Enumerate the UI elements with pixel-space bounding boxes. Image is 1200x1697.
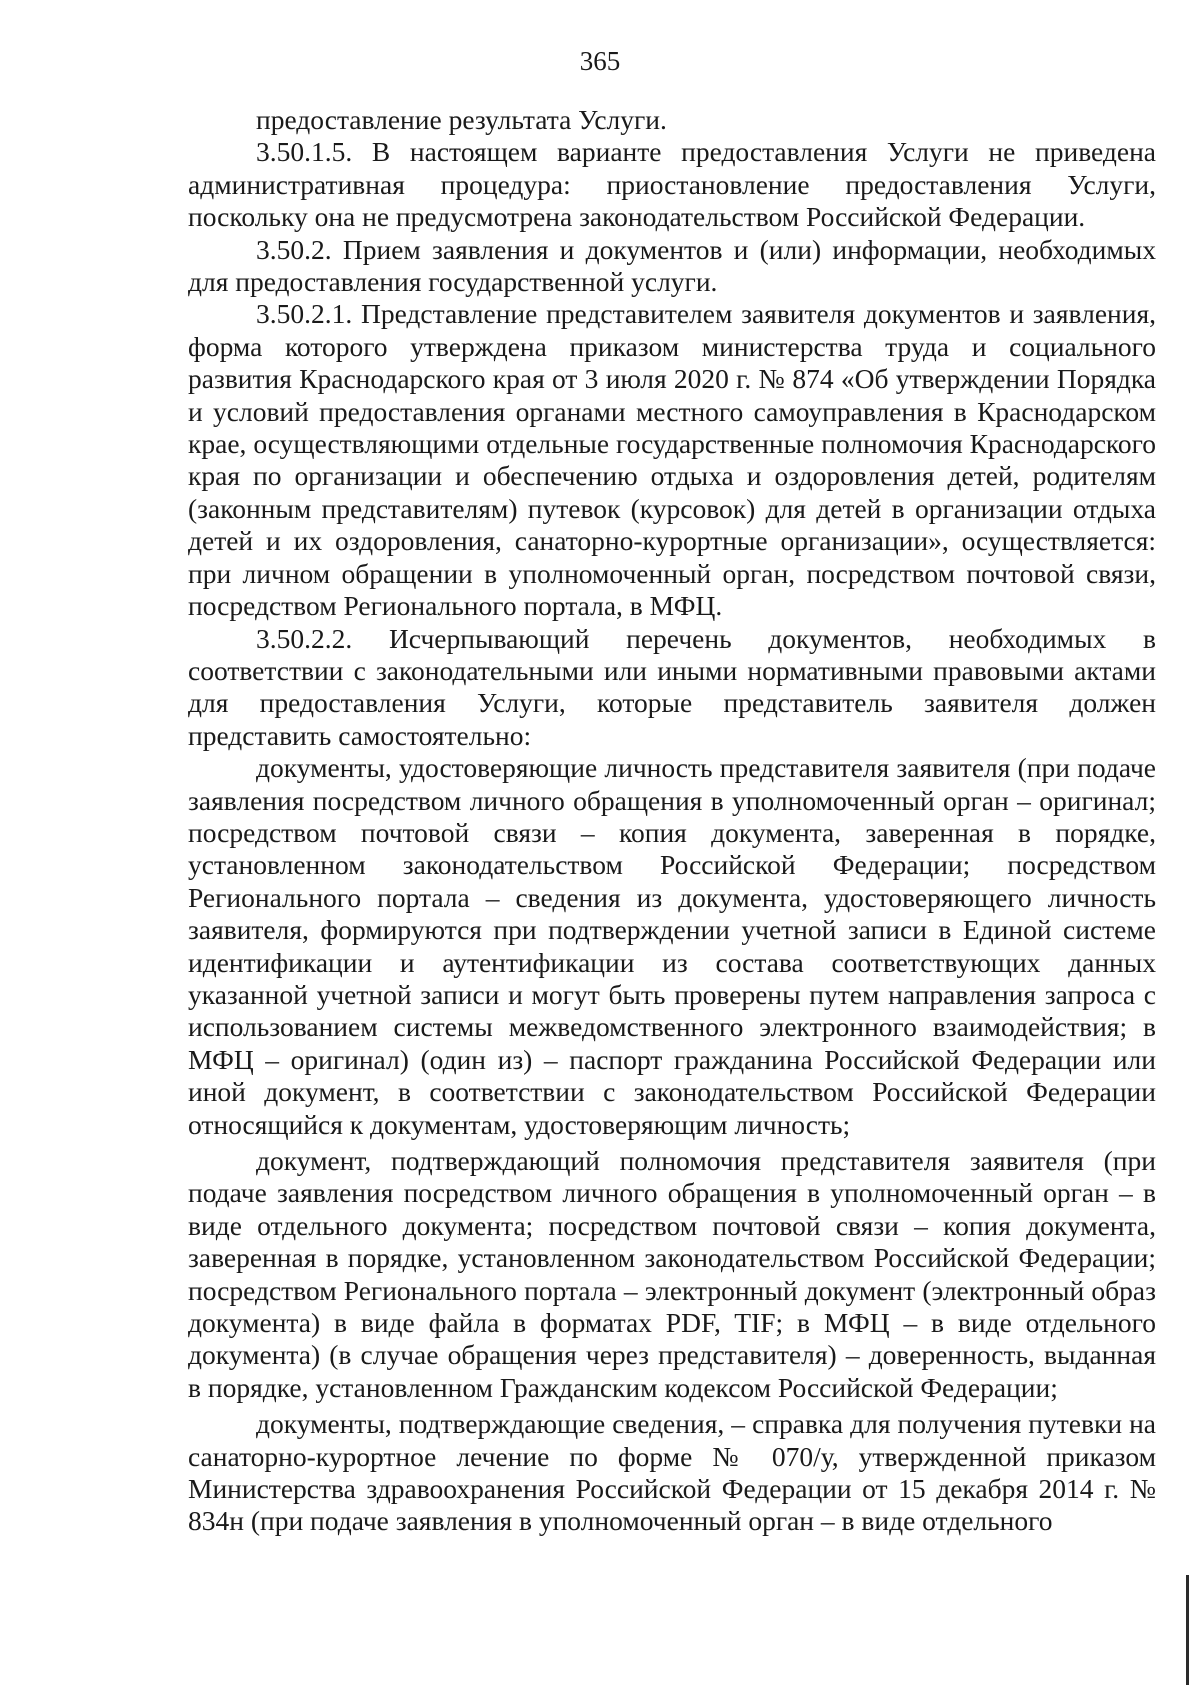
document-body xyxy=(188,104,1156,1538)
paragraph-supporting-documents: документы, подтверждающие сведения, – справка для получения путевки на санаторно-курортное лечение по форме № 070/у, утвержденной приказом Министерства здравоохранения Российской Федерации от 15 декабря 2014 г. № 834н (при подаче заявления в уполномоченный орган – в виде отдельного xyxy=(188,1408,1156,1537)
paragraph-3-50-2-2: 3.50.2.2. Исчерпывающий перечень документов, необходимых в соответствии с законодательными или иными нормативными правовыми актами для предоставления Услуги, которые представитель заявителя должен представить самостоятельно: xyxy=(188,622,1156,751)
paragraph-3-50-1-5: 3.50.1.5. В настоящем варианте предоставления Услуги не приведена административная процедура: приостановление предоставления Услуги, поскольку она не предусмотрена законодательством Российской Федерации. xyxy=(188,136,1156,233)
scan-edge-mark xyxy=(1186,1575,1189,1685)
paragraph-3-50-2-1: 3.50.2.1. Представление представителем заявителя документов и заявления, форма которого утверждена приказом министерства труда и социального развития Краснодарского края от 3 июля 2020 г. № 874 «Об утверждении Порядка и условий предоставления органами местного самоуправления в Краснодарском крае, осуществляющими отдельные государственные полномочия Краснодарского края по организации и обеспечению отдыха и оздоровления детей, родителям (законным представителям) путевок (курсовок) для детей в организации отдыха детей и их оздоровления, санаторно-курортные организации», осуществляется: при личном обращении в уполномоченный орган, посредством почтовой связи, посредством Регионального портала, в МФЦ. xyxy=(188,298,1156,622)
paragraph-result-continuation: предоставление результата Услуги. xyxy=(256,104,667,135)
paragraph-identity-documents: документы, удостоверяющие личность представителя заявителя (при подаче заявления посредством личного обращения в уполномоченный орган – оригинал; посредством почтовой связи – копия документа, заверенная в порядке, установленном законодательством Российской Федерации; посредством Регионального портала – сведения из документа, удостоверяющего личность заявителя, формируются при подтверждении учетной записи в Единой системе идентификации и аутентификации из состава соответствующих данных указанной учетной записи и могут быть проверены путем направления запроса с использованием системы межведомственного электронного взаимодействия; в МФЦ – оригинал) (один из) – паспорт гражданина Российской Федерации или иной документ, в соответствии с законодательством Российской Федерации относящийся к документам, удостоверяющим личность; xyxy=(188,752,1156,1140)
page-number: 365 xyxy=(579,46,621,76)
paragraph-3-50-2: 3.50.2. Прием заявления и документов и (или) информации, необходимых для предоставления государственной услуги. xyxy=(188,233,1156,298)
paragraph-authority-document: документ, подтверждающий полномочия представителя заявителя (при подаче заявления посредством личного обращения в уполномоченный орган – в виде отдельного документа; посредством почтовой связи – копия документа, заверенная в порядке, установленном законодательством Российской Федерации; посредством Регионального портала – электронный документ (электронный образ документа) в виде файла в форматах PDF, TIF; в МФЦ – в виде отдельного документа) (в случае обращения через представителя) – доверенность, выданная в порядке, установленном Гражданским кодексом Российской Федерации; xyxy=(188,1145,1156,1403)
